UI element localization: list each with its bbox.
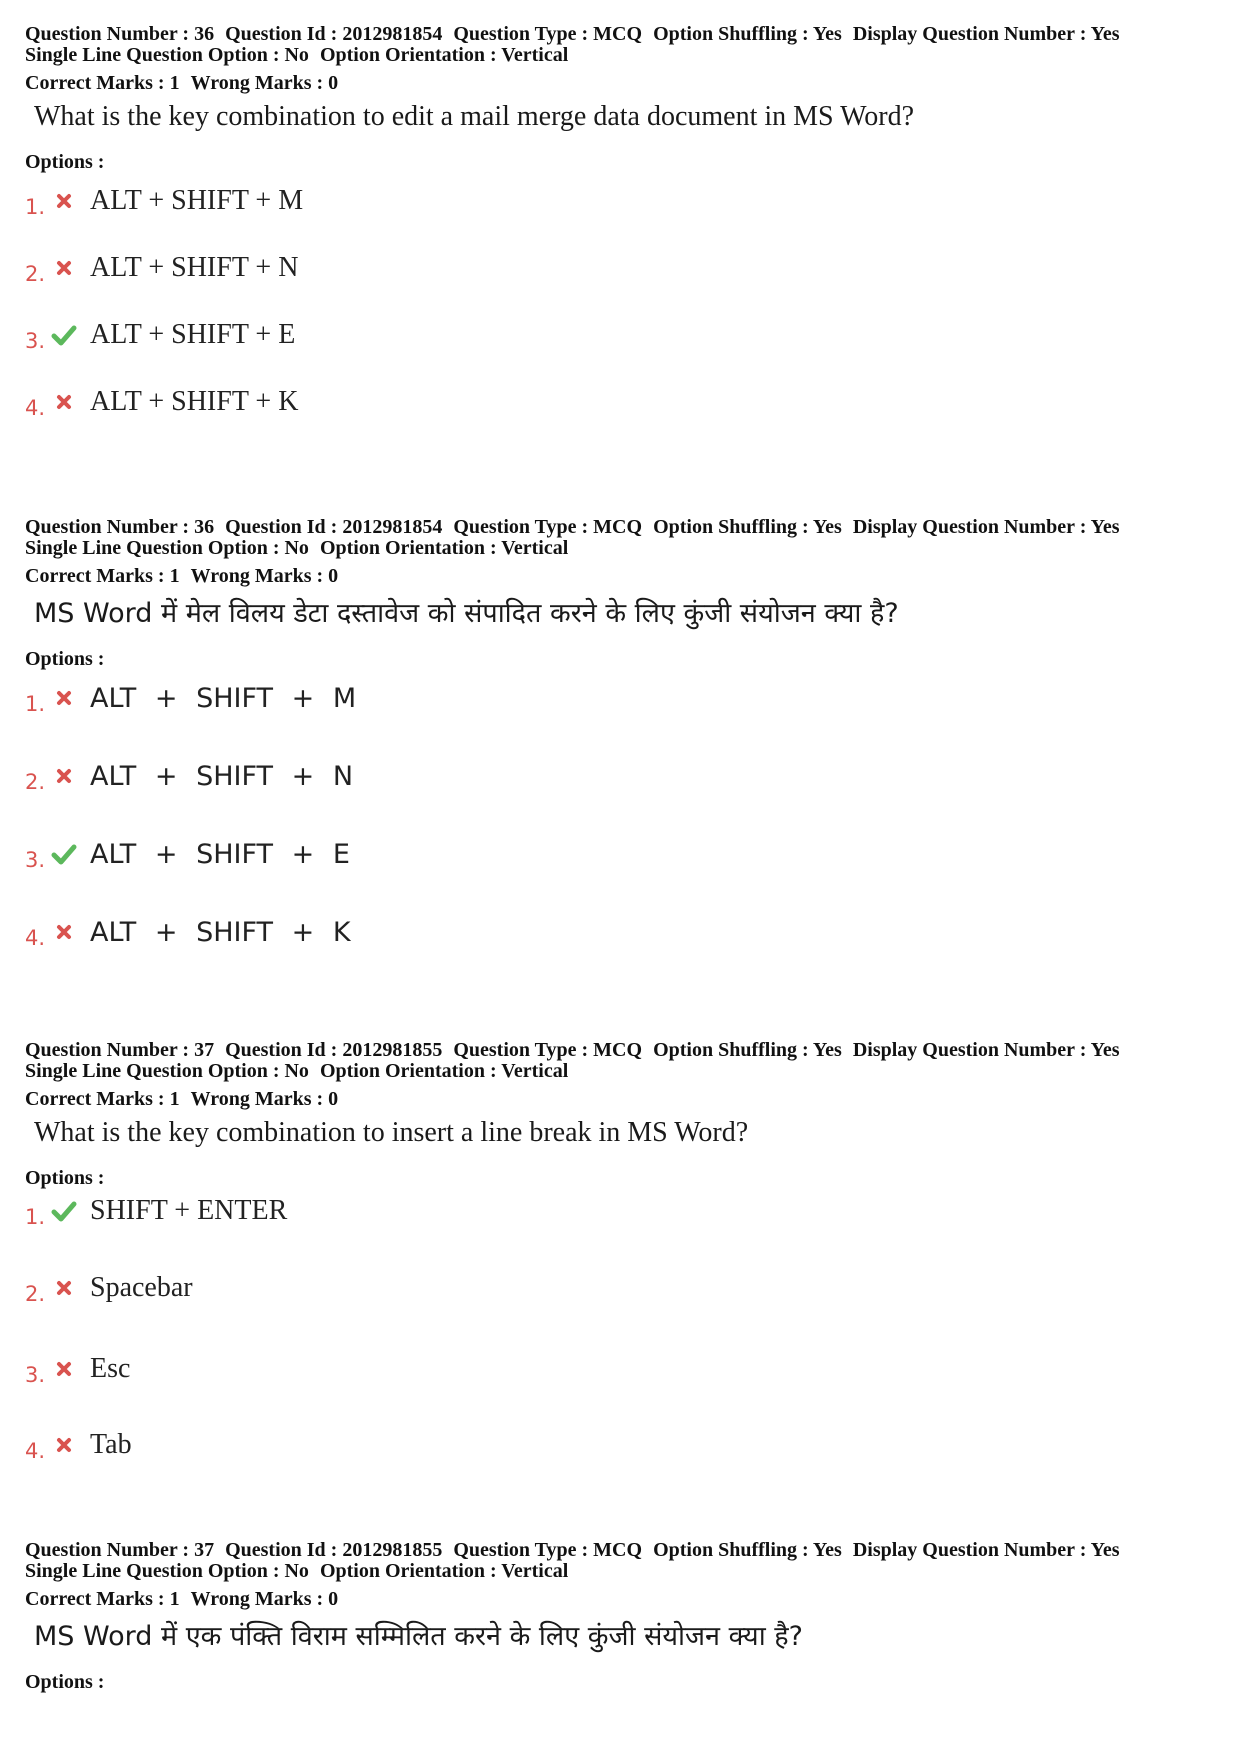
option-orientation: Option Orientation : Vertical	[319, 1560, 569, 1582]
option-item	[25, 1425, 132, 1465]
correct-marks: Correct Marks : 1	[25, 1588, 180, 1610]
question-block	[25, 24, 1215, 473]
question-block	[25, 1040, 1215, 1509]
question-meta	[25, 1040, 1215, 1082]
option-item	[25, 1349, 130, 1389]
marks-line	[25, 566, 1215, 587]
question-text: What is the key combination to edit a mail merge data document in MS Word?	[34, 101, 915, 132]
option-text: ALT + SHIFT + M	[90, 682, 357, 714]
option-item	[25, 1268, 193, 1308]
option-shuffling: Option Shuffling : Yes	[653, 1039, 842, 1061]
wrong-icon	[50, 1274, 78, 1302]
option-item	[25, 181, 303, 221]
single-line-option: Single Line Question Option : No	[25, 537, 309, 559]
option-shuffling: Option Shuffling : Yes	[653, 23, 842, 45]
option-number: 1.	[25, 195, 46, 219]
question-number: Question Number : 37	[25, 1539, 215, 1561]
options-label: Options :	[25, 1167, 105, 1189]
option-text: ALT + SHIFT + N	[90, 252, 299, 283]
options-label: Options :	[25, 1671, 105, 1693]
option-text: ALT + SHIFT + N	[90, 760, 354, 792]
question-text: MS Word में एक पंक्ति विराम सम्मिलित करने के लिए कुंजी संयोजन क्या है?	[34, 1621, 803, 1652]
option-text: ALT + SHIFT + E	[90, 838, 350, 870]
option-text: Tab	[90, 1429, 132, 1460]
wrong-icon	[50, 684, 78, 712]
option-orientation: Option Orientation : Vertical	[319, 44, 569, 66]
question-block	[25, 517, 1215, 990]
option-item	[25, 248, 298, 288]
wrong-marks: Wrong Marks : 0	[190, 565, 339, 587]
option-orientation: Option Orientation : Vertical	[319, 537, 569, 559]
question-text: MS Word में मेल विलय डेटा दस्तावेज को संपादित करने के लिए कुंजी संयोजन क्या है?	[34, 598, 899, 629]
option-item	[25, 756, 353, 796]
option-text: Esc	[90, 1353, 131, 1384]
options-list	[25, 670, 1215, 990]
option-number: 3.	[25, 329, 46, 353]
question-type: Question Type : MCQ	[453, 516, 643, 538]
option-text: ALT + SHIFT + E	[90, 319, 296, 350]
option-item	[25, 834, 350, 874]
display-question-number: Display Question Number : Yes	[852, 23, 1120, 45]
wrong-marks: Wrong Marks : 0	[190, 72, 339, 94]
question-id: Question Id : 2012981855	[225, 1539, 443, 1561]
question-id: Question Id : 2012981854	[225, 516, 443, 538]
question-number: Question Number : 37	[25, 1039, 215, 1061]
options-label: Options :	[25, 648, 105, 670]
marks-line	[25, 1089, 1215, 1110]
check-icon	[50, 321, 78, 349]
option-item	[25, 678, 356, 718]
question-block	[25, 1540, 1215, 1693]
single-line-option: Single Line Question Option : No	[25, 1060, 309, 1082]
option-number: 3.	[25, 1363, 46, 1387]
option-orientation: Option Orientation : Vertical	[319, 1060, 569, 1082]
option-number: 2.	[25, 262, 46, 286]
options-list	[25, 173, 1215, 473]
option-number: 3.	[25, 848, 46, 872]
marks-line	[25, 73, 1215, 94]
marks-line	[25, 1589, 1215, 1610]
option-item	[25, 1191, 287, 1231]
question-meta	[25, 24, 1215, 66]
question-id: Question Id : 2012981855	[225, 1039, 443, 1061]
wrong-icon	[50, 1355, 78, 1383]
wrong-icon	[50, 918, 78, 946]
wrong-marks: Wrong Marks : 0	[190, 1588, 339, 1610]
question-id: Question Id : 2012981854	[225, 23, 443, 45]
option-number: 2.	[25, 770, 46, 794]
option-text: ALT + SHIFT + M	[90, 185, 304, 216]
question-meta	[25, 1540, 1215, 1582]
check-icon	[50, 840, 78, 868]
display-question-number: Display Question Number : Yes	[852, 1539, 1120, 1561]
display-question-number: Display Question Number : Yes	[852, 516, 1120, 538]
correct-marks: Correct Marks : 1	[25, 565, 180, 587]
option-number: 1.	[25, 1205, 46, 1229]
wrong-icon	[50, 388, 78, 416]
wrong-icon	[50, 762, 78, 790]
options-list	[25, 1189, 1215, 1509]
question-number: Question Number : 36	[25, 516, 215, 538]
question-number: Question Number : 36	[25, 23, 215, 45]
wrong-icon	[50, 187, 78, 215]
option-shuffling: Option Shuffling : Yes	[653, 1539, 842, 1561]
option-text: ALT + SHIFT + K	[90, 386, 299, 417]
option-number: 4.	[25, 1439, 46, 1463]
correct-marks: Correct Marks : 1	[25, 1088, 180, 1110]
question-type: Question Type : MCQ	[453, 1039, 643, 1061]
option-number: 1.	[25, 692, 46, 716]
option-number: 4.	[25, 926, 46, 950]
options-label: Options :	[25, 151, 105, 173]
wrong-icon	[50, 1431, 78, 1459]
wrong-marks: Wrong Marks : 0	[190, 1088, 339, 1110]
wrong-icon	[50, 254, 78, 282]
option-number: 2.	[25, 1282, 46, 1306]
question-type: Question Type : MCQ	[453, 23, 643, 45]
option-text: SHIFT + ENTER	[90, 1195, 288, 1226]
single-line-option: Single Line Question Option : No	[25, 44, 309, 66]
question-type: Question Type : MCQ	[453, 1539, 643, 1561]
option-item	[25, 912, 351, 952]
option-item	[25, 382, 298, 422]
option-shuffling: Option Shuffling : Yes	[653, 516, 842, 538]
question-meta	[25, 517, 1215, 559]
option-text: ALT + SHIFT + K	[90, 916, 351, 948]
correct-marks: Correct Marks : 1	[25, 72, 180, 94]
option-text: Spacebar	[90, 1272, 193, 1303]
single-line-option: Single Line Question Option : No	[25, 1560, 309, 1582]
option-item	[25, 315, 295, 355]
option-number: 4.	[25, 396, 46, 420]
display-question-number: Display Question Number : Yes	[852, 1039, 1120, 1061]
question-text: What is the key combination to insert a line break in MS Word?	[34, 1117, 749, 1148]
check-icon	[50, 1197, 78, 1225]
